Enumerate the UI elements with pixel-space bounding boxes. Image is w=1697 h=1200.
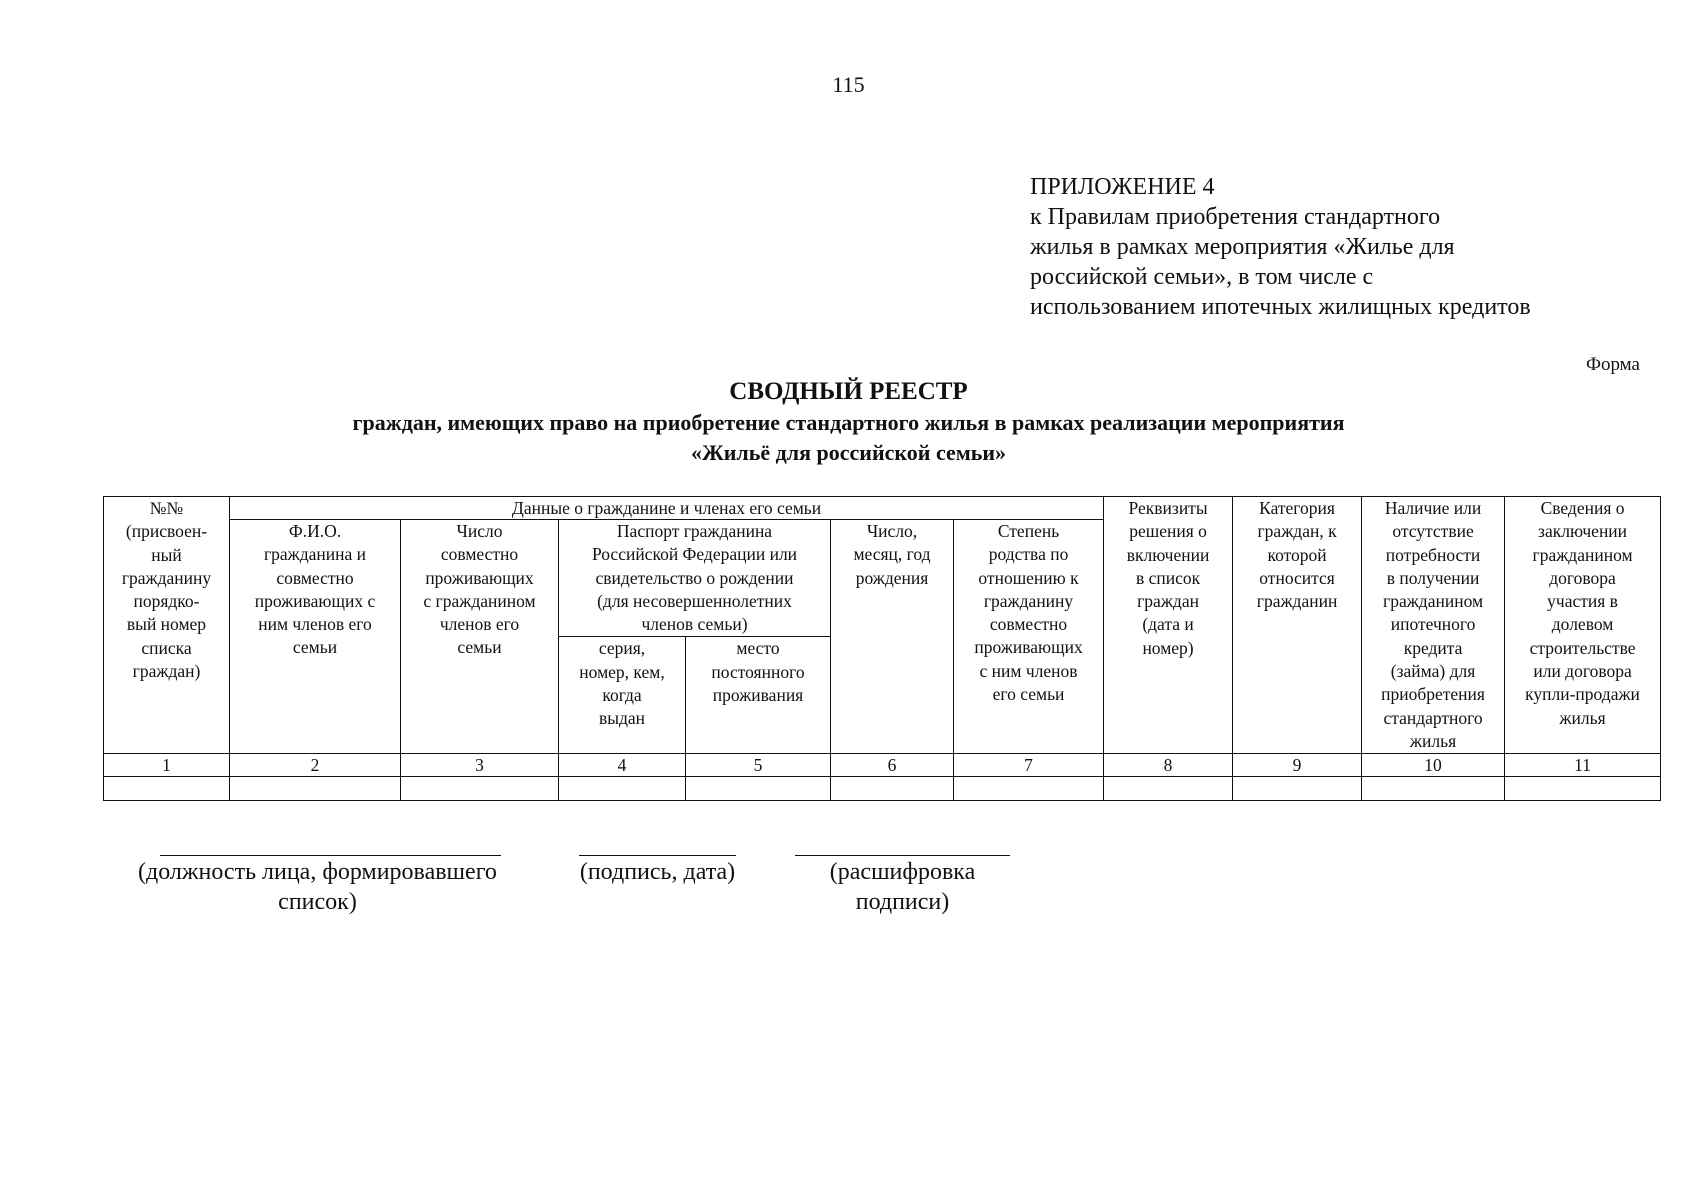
text-line: №№ [149, 498, 184, 518]
signature-caption [795, 857, 1010, 917]
header-group-citizen-data: Данные о гражданине и членах его семьи [230, 497, 1104, 520]
document-subtitle-line: «Жильё для российской семьи» [690, 440, 1007, 465]
text-line: кредита [1403, 637, 1463, 658]
column-numbers-row [104, 754, 1661, 777]
text-line: (для несовершеннолетних [597, 590, 792, 611]
column-number: 1 [104, 754, 230, 777]
text-line: членов его [439, 614, 520, 635]
text-line: ипотечного [1390, 614, 1476, 635]
text-line: (подпись, дата) [579, 859, 736, 885]
signature-caption [565, 857, 750, 887]
appendix-line: к Правилам приобретения стандартного [1030, 204, 1441, 230]
header-col-11 [1505, 497, 1661, 754]
text-line: гражданина и [263, 544, 367, 565]
signature-decryption-block [795, 855, 1010, 917]
text-line: рождения [855, 567, 929, 588]
header-col-3 [401, 520, 559, 754]
empty-cell [104, 777, 230, 801]
text-line: постоянного [711, 661, 805, 682]
text-line: списка [141, 637, 192, 658]
column-number: 5 [686, 754, 831, 777]
column-number: 11 [1505, 754, 1661, 777]
column-number: 10 [1362, 754, 1505, 777]
header-col-5 [686, 637, 831, 754]
document-subtitle-line: граждан, имеющих право на приобретение стандартного жилья в рамках реализации мероприятия [352, 410, 1345, 435]
empty-data-row [104, 777, 1661, 801]
text-line: Сведения о [1540, 498, 1625, 518]
text-line: жилья [1559, 707, 1606, 728]
text-line: место [736, 638, 780, 659]
text-line: семьи [457, 637, 502, 658]
empty-cell [686, 777, 831, 801]
text-line: долевом [1551, 614, 1614, 635]
text-line: в список [1135, 567, 1201, 588]
text-line: потребности [1385, 544, 1481, 565]
text-line: список) [278, 889, 357, 915]
appendix-title: ПРИЛОЖЕНИЕ 4 [1030, 174, 1215, 200]
column-number: 8 [1104, 754, 1233, 777]
text-line: проживающих [425, 567, 534, 588]
text-line: гражданином [1383, 591, 1484, 612]
text-line: Ф.И.О. [288, 521, 342, 541]
text-line: купли-продажи [1525, 684, 1640, 705]
header-col-9 [1233, 497, 1362, 754]
text-line: ним членов его [258, 614, 372, 635]
text-line: граждан) [132, 661, 201, 682]
appendix-line: жилья в рамках мероприятия «Жилье для [1030, 234, 1455, 260]
header-col-8 [1104, 497, 1233, 754]
text-line: или договора [1533, 661, 1632, 682]
column-number: 7 [954, 754, 1104, 777]
header-row [104, 497, 1661, 520]
text-line: участия в [1547, 591, 1618, 612]
text-line: проживания [712, 685, 804, 706]
text-line: (должность лица, формировавшего [138, 859, 497, 885]
text-line: гражданином [1532, 544, 1633, 565]
text-line: родства по [988, 544, 1069, 565]
text-line: совместно [440, 544, 519, 565]
text-line: с гражданином [423, 590, 536, 611]
text-line: граждан [1137, 591, 1199, 612]
text-line: граждан, к [1257, 521, 1337, 542]
text-line: (присвоен- [125, 521, 208, 542]
header-group-passport [559, 520, 831, 637]
text-line: отношению к [978, 567, 1079, 588]
text-line: свидетельство о рождении [595, 567, 794, 588]
header-col-10 [1362, 497, 1505, 754]
empty-cell [954, 777, 1104, 801]
text-line: ный [151, 544, 182, 565]
header-col-2 [230, 520, 401, 754]
text-line: Наличие или [1384, 498, 1482, 518]
empty-cell [1104, 777, 1233, 801]
text-line: его семьи [992, 684, 1065, 705]
text-line: которой [1267, 544, 1327, 565]
text-line: Паспорт гражданина [616, 521, 773, 541]
text-line: совместно [989, 614, 1068, 635]
document-title-block [0, 376, 1697, 468]
column-number: 3 [401, 754, 559, 777]
header-col-1 [104, 497, 230, 754]
appendix-line: использованием ипотечных жилищных кредитов [1030, 294, 1531, 320]
text-line: проживающих [974, 637, 1083, 658]
text-line: месяц, год [853, 544, 931, 565]
text-line: гражданину [121, 567, 212, 588]
text-line: порядко- [133, 591, 200, 612]
signature-caption [130, 857, 505, 917]
empty-cell [230, 777, 401, 801]
text-line: (займа) для [1390, 661, 1476, 682]
text-line: жилья [1409, 730, 1457, 751]
text-line: гражданину [983, 590, 1074, 611]
text-line: номер, кем, [579, 661, 665, 682]
text-line: в получении [1386, 567, 1480, 588]
text-line: выдан [598, 708, 646, 729]
text-line: относится [1259, 567, 1335, 588]
text-line: вый номер [126, 614, 207, 635]
text-line: когда [602, 685, 642, 706]
text-line: Категория [1259, 498, 1335, 518]
page-number: 115 [832, 72, 865, 97]
text-line: (дата и [1142, 614, 1194, 635]
text-line: решения о [1129, 521, 1207, 542]
empty-cell [831, 777, 954, 801]
empty-cell [1362, 777, 1505, 801]
appendix-header [1030, 172, 1670, 322]
text-line: Российской Федерации или [591, 544, 798, 565]
text-line: подписи) [855, 889, 950, 915]
text-line: строительстве [1529, 637, 1636, 658]
text-line: (расшифровка [829, 859, 976, 885]
registry-table [103, 496, 1661, 801]
column-number: 4 [559, 754, 686, 777]
text-line: договора [1549, 567, 1616, 588]
appendix-line: российской семьи», в том числе с [1030, 264, 1374, 290]
text-line: заключении [1538, 521, 1628, 542]
column-number: 9 [1233, 754, 1362, 777]
header-col-4 [559, 637, 686, 754]
header-col-6 [831, 520, 954, 754]
empty-cell [401, 777, 559, 801]
empty-cell [559, 777, 686, 801]
text-line: Число, [866, 521, 918, 541]
text-line: серия, [598, 638, 646, 659]
signature-sign-block [565, 855, 750, 887]
text-line: членов семьи) [641, 614, 748, 635]
text-line: Степень [997, 521, 1060, 541]
column-number: 6 [831, 754, 954, 777]
text-line: приобретения [1381, 684, 1485, 705]
column-number: 2 [230, 754, 401, 777]
text-line: отсутствие [1392, 521, 1474, 542]
text-line: с ним членов [979, 660, 1078, 681]
text-line: совместно [276, 567, 354, 588]
signature-position-block [130, 855, 505, 917]
empty-cell [1505, 777, 1661, 801]
document-title: СВОДНЫЙ РЕЕСТР [729, 378, 968, 405]
text-line: проживающих с [254, 590, 376, 611]
empty-cell [1233, 777, 1362, 801]
text-line: стандартного [1383, 707, 1483, 728]
text-line: Число [456, 521, 503, 541]
text-line: включении [1126, 544, 1210, 565]
text-line: номер) [1142, 637, 1194, 658]
text-line: гражданин [1256, 591, 1338, 612]
text-line: семьи [292, 637, 338, 658]
text-line: Реквизиты [1128, 498, 1208, 518]
header-col-7 [954, 520, 1104, 754]
form-label: Форма [1585, 354, 1640, 375]
